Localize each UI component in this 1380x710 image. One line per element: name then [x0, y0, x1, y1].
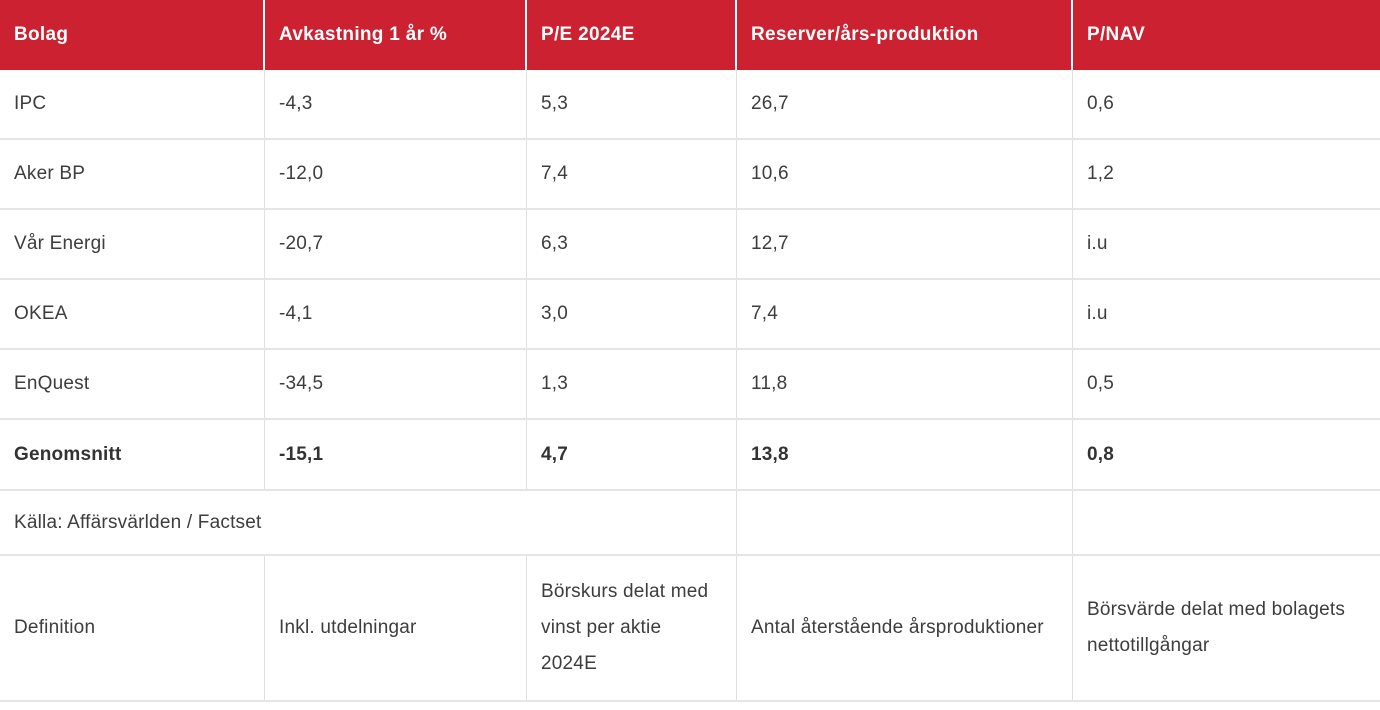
cell-reserver: 13,8 — [737, 420, 1073, 489]
column-header-pnav: P/NAV — [1087, 24, 1146, 45]
table-row-var-energi — [0, 210, 1380, 280]
cell-reserver: 7,4 — [737, 280, 1073, 348]
cell-bolag: Genomsnitt — [0, 420, 265, 489]
column-header-reserver: Reserver/års-produktion — [737, 0, 1073, 70]
column-header-pe: P/E 2024E — [527, 0, 737, 70]
cell-avkastning: -4,3 — [265, 70, 527, 138]
definition-label: Definition — [0, 556, 265, 700]
cell-avkastning: -4,1 — [265, 280, 527, 348]
cell-pe: 4,7 — [527, 420, 737, 489]
cell-bolag: OKEA — [0, 280, 265, 348]
cell-pnav: 1,2 — [1087, 163, 1115, 184]
cell-avkastning: -12,0 — [265, 140, 527, 208]
cell-empty — [1073, 491, 1380, 554]
cell-pnav: 0,6 — [1087, 93, 1115, 114]
source-text: Källa: Affärsvärlden / Factset — [0, 491, 737, 554]
table-row-definition — [0, 556, 1380, 702]
table-header-row — [0, 0, 1380, 70]
cell-avkastning: -20,7 — [265, 210, 527, 278]
cell-bolag: Aker BP — [0, 140, 265, 208]
cell-pe: 6,3 — [527, 210, 737, 278]
cell-reserver: 12,7 — [737, 210, 1073, 278]
definition-pe: Börskurs delat med vinst per aktie 2024E — [527, 556, 737, 700]
cell-bolag: Vår Energi — [0, 210, 265, 278]
table-row-ipc — [0, 70, 1380, 140]
cell-reserver: 26,7 — [737, 70, 1073, 138]
table-row-genomsnitt — [0, 420, 1380, 491]
cell-pnav: 0,5 — [1087, 373, 1115, 394]
definition-reserver: Antal återstående årsproduktioner — [737, 556, 1073, 700]
cell-bolag: EnQuest — [0, 350, 265, 418]
cell-pe: 3,0 — [527, 280, 737, 348]
cell-pnav: 0,8 — [1087, 443, 1115, 465]
cell-pe: 1,3 — [527, 350, 737, 418]
column-header-avkastning: Avkastning 1 år % — [265, 0, 527, 70]
cell-pe: 5,3 — [527, 70, 737, 138]
cell-reserver: 10,6 — [737, 140, 1073, 208]
table-row-source — [0, 491, 1380, 556]
cell-reserver: 11,8 — [737, 350, 1073, 418]
cell-pnav: i.u — [1087, 233, 1108, 254]
definition-pnav: Börsvärde delat med bolagets nettotillgångar — [1087, 599, 1346, 656]
definition-avkastning: Inkl. utdelningar — [265, 556, 527, 700]
table-row-okea — [0, 280, 1380, 350]
cell-pnav: i.u — [1087, 303, 1108, 324]
table-row-enquest — [0, 350, 1380, 420]
cell-avkastning: -15,1 — [265, 420, 527, 489]
cell-bolag: IPC — [0, 70, 265, 138]
cell-avkastning: -34,5 — [265, 350, 527, 418]
table-row-aker-bp — [0, 140, 1380, 210]
cell-pe: 7,4 — [527, 140, 737, 208]
cell-empty — [737, 491, 1073, 554]
column-header-bolag: Bolag — [0, 0, 265, 70]
